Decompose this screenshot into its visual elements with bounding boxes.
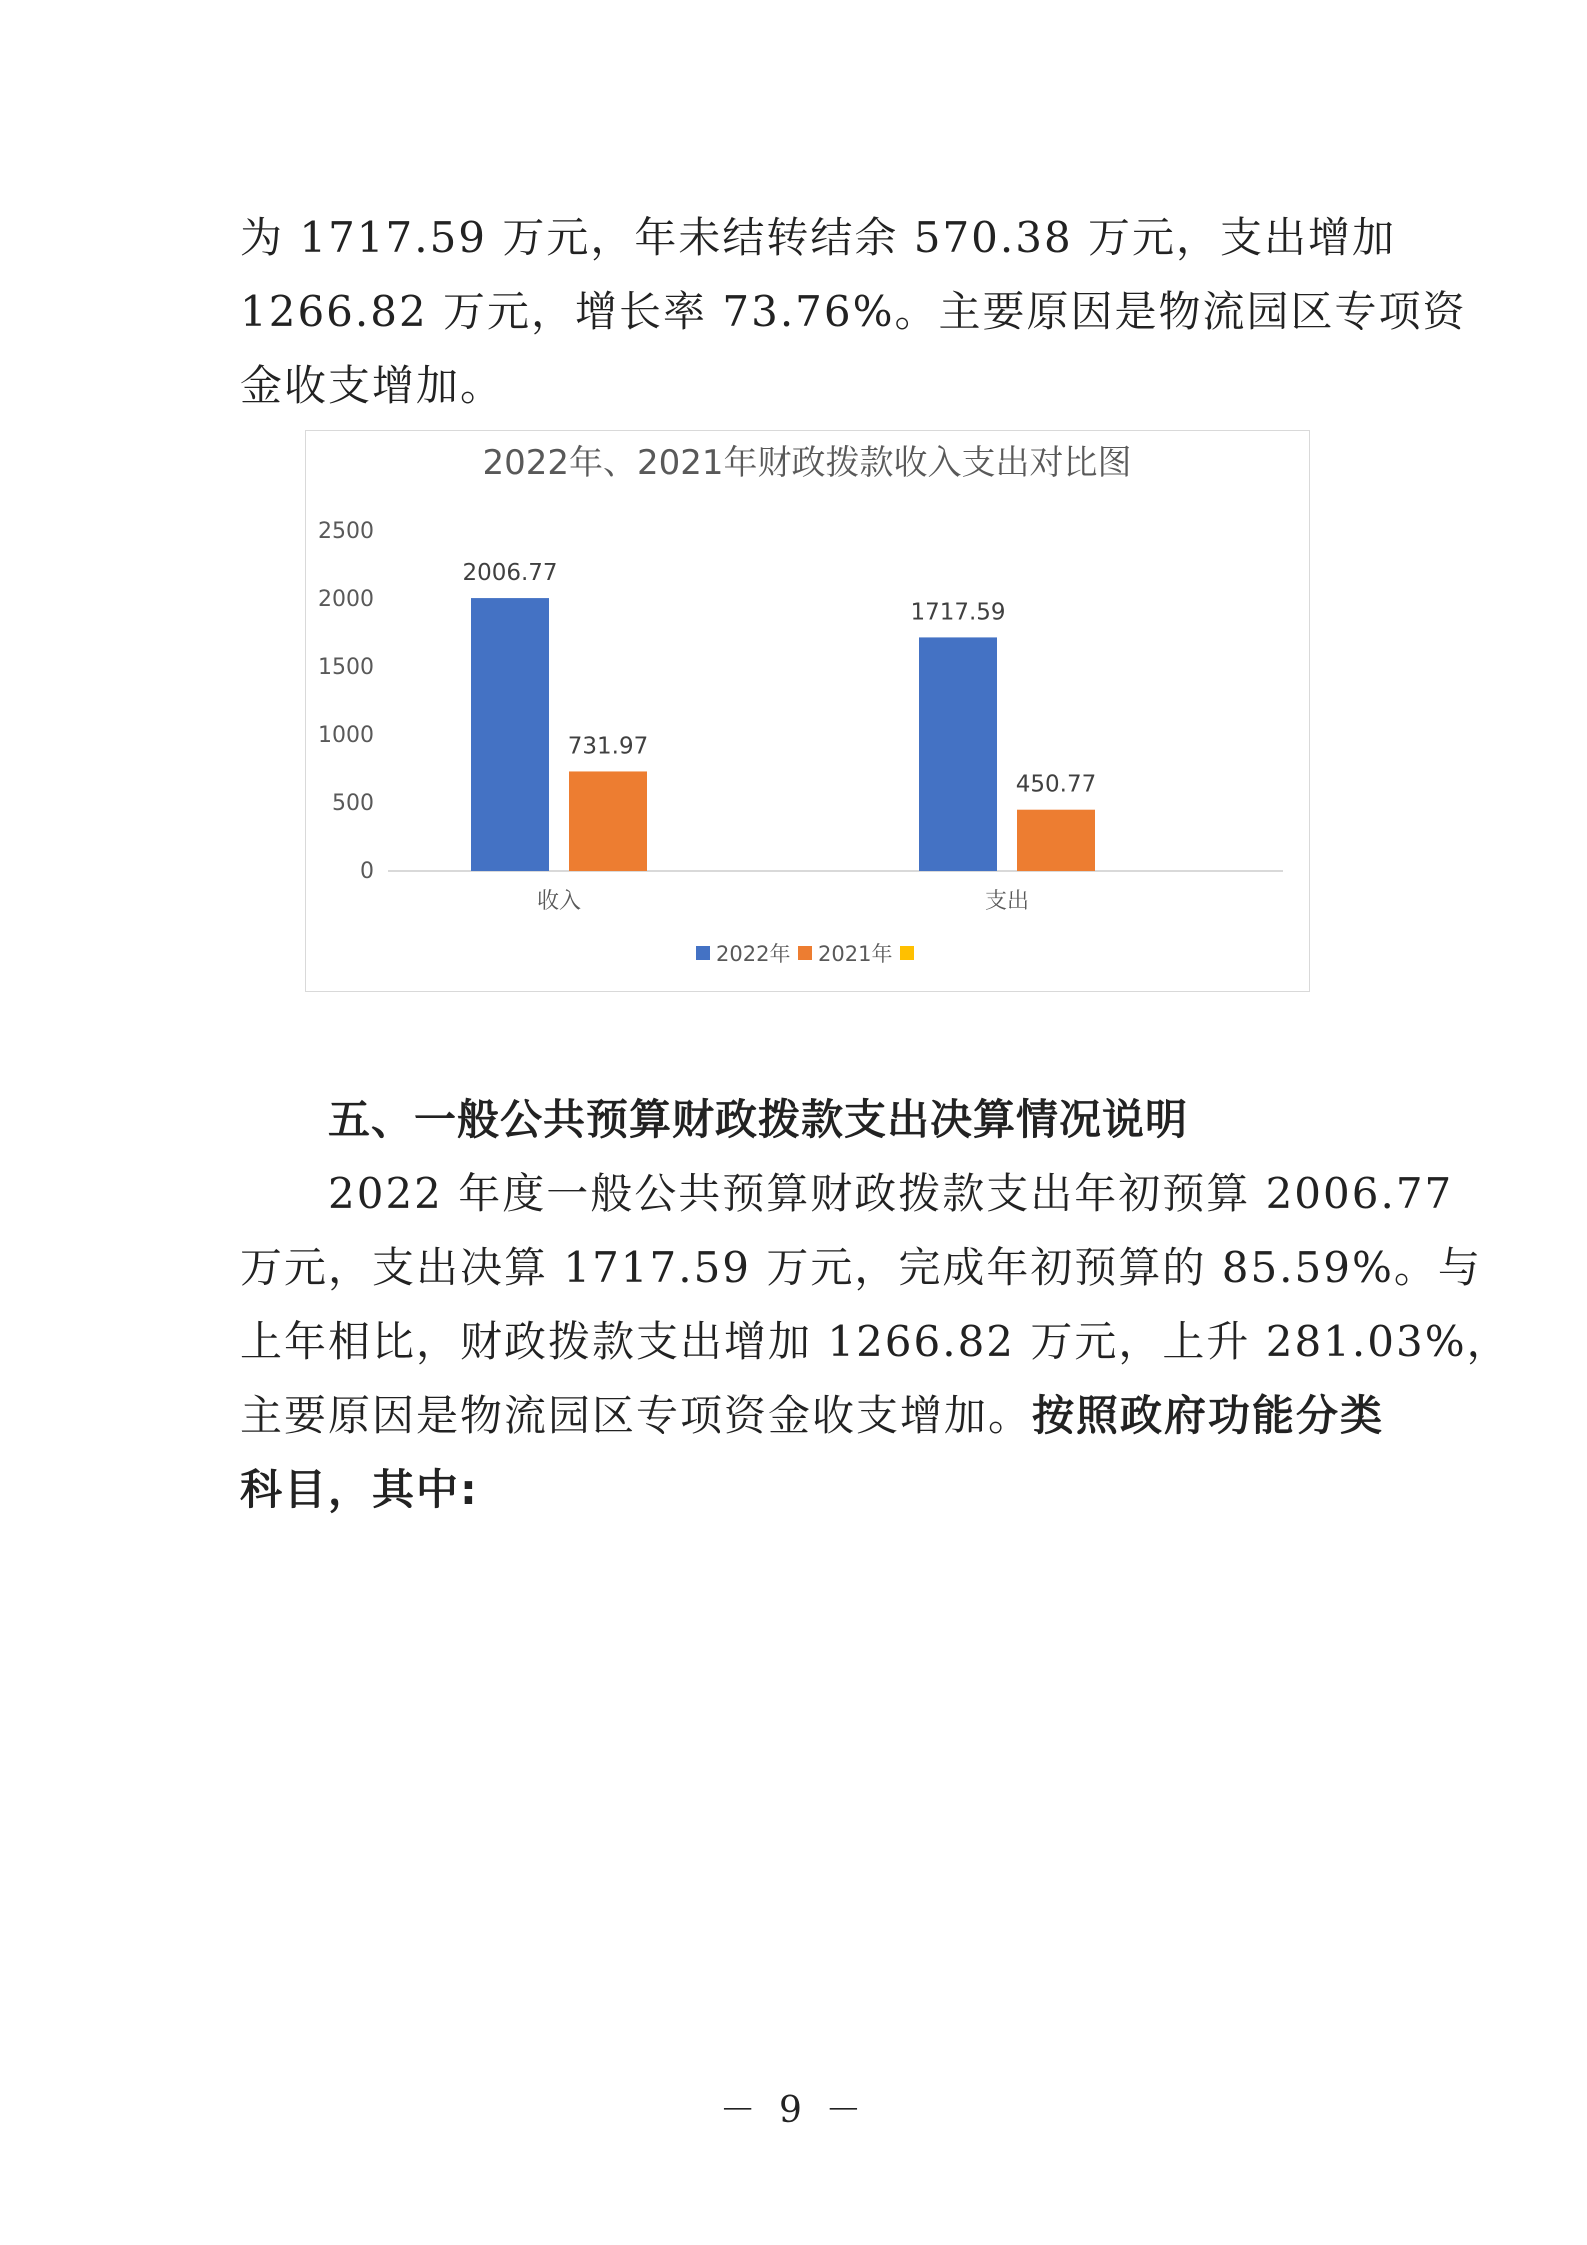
bar-2021-income [569,771,647,871]
x-category-label: 支出 [984,889,1030,914]
paragraph-line: 2022 年度一般公共预算财政拨款支出年初预算 2006.77 [328,1169,1454,1218]
section-heading: 五、一般公共预算财政拨款支出决算情况说明 [328,1095,1189,1144]
bars-group [471,598,1095,871]
bar-2022-expense [919,637,997,871]
y-tick-label: 0 [360,859,374,884]
bar-2022-income [471,598,549,871]
paragraph-line: 金收支增加。 [240,361,505,410]
bar-2021-expense [1017,810,1095,871]
paragraph-text-bold: 按照政府功能分类 [1032,1391,1385,1440]
legend-label: 2021年 [818,942,893,966]
y-tick-label: 500 [332,791,374,816]
x-axis-ticks [537,889,1029,914]
y-tick-label: 2500 [318,519,374,544]
paragraph-text: 主要原因是物流园区专项资金收支增加。 [240,1391,1033,1440]
paragraph-line [240,1378,1385,1453]
data-labels-group [462,560,1096,798]
legend-swatch [900,946,914,960]
y-tick-label: 1000 [318,723,374,748]
y-tick-label: 2000 [318,587,374,612]
y-tick-label: 1500 [318,655,374,680]
legend-swatch [798,946,812,960]
bar-chart [305,430,1310,992]
legend-label: 2022年 [716,942,791,966]
paragraph-line: 1266.82 万元，增长率 73.76%。主要原因是物流园区专项资 [240,287,1467,336]
page-number: － 9 － [719,2090,868,2131]
paragraph-line: 万元，支出决算 1717.59 万元，完成年初预算的 85.59%。与 [240,1243,1482,1292]
data-label: 731.97 [567,733,649,760]
data-label: 2006.77 [462,560,558,587]
data-label: 450.77 [1015,771,1097,798]
paragraph-line-bold: 科目，其中: [240,1465,479,1514]
data-label: 1717.59 [910,599,1006,626]
chart-title: 2022年、2021年财政拨款收入支出对比图 [482,443,1132,483]
y-axis-ticks [318,519,374,884]
legend [696,942,914,966]
paragraph-line: 为 1717.59 万元，年未结转结余 570.38 万元，支出增加 [240,213,1397,262]
legend-swatch [696,946,710,960]
chart-canvas [306,431,1308,990]
x-category-label: 收入 [536,889,582,914]
paragraph-line: 上年相比，财政拨款支出增加 1266.82 万元，上升 281.03%， [240,1317,1511,1366]
